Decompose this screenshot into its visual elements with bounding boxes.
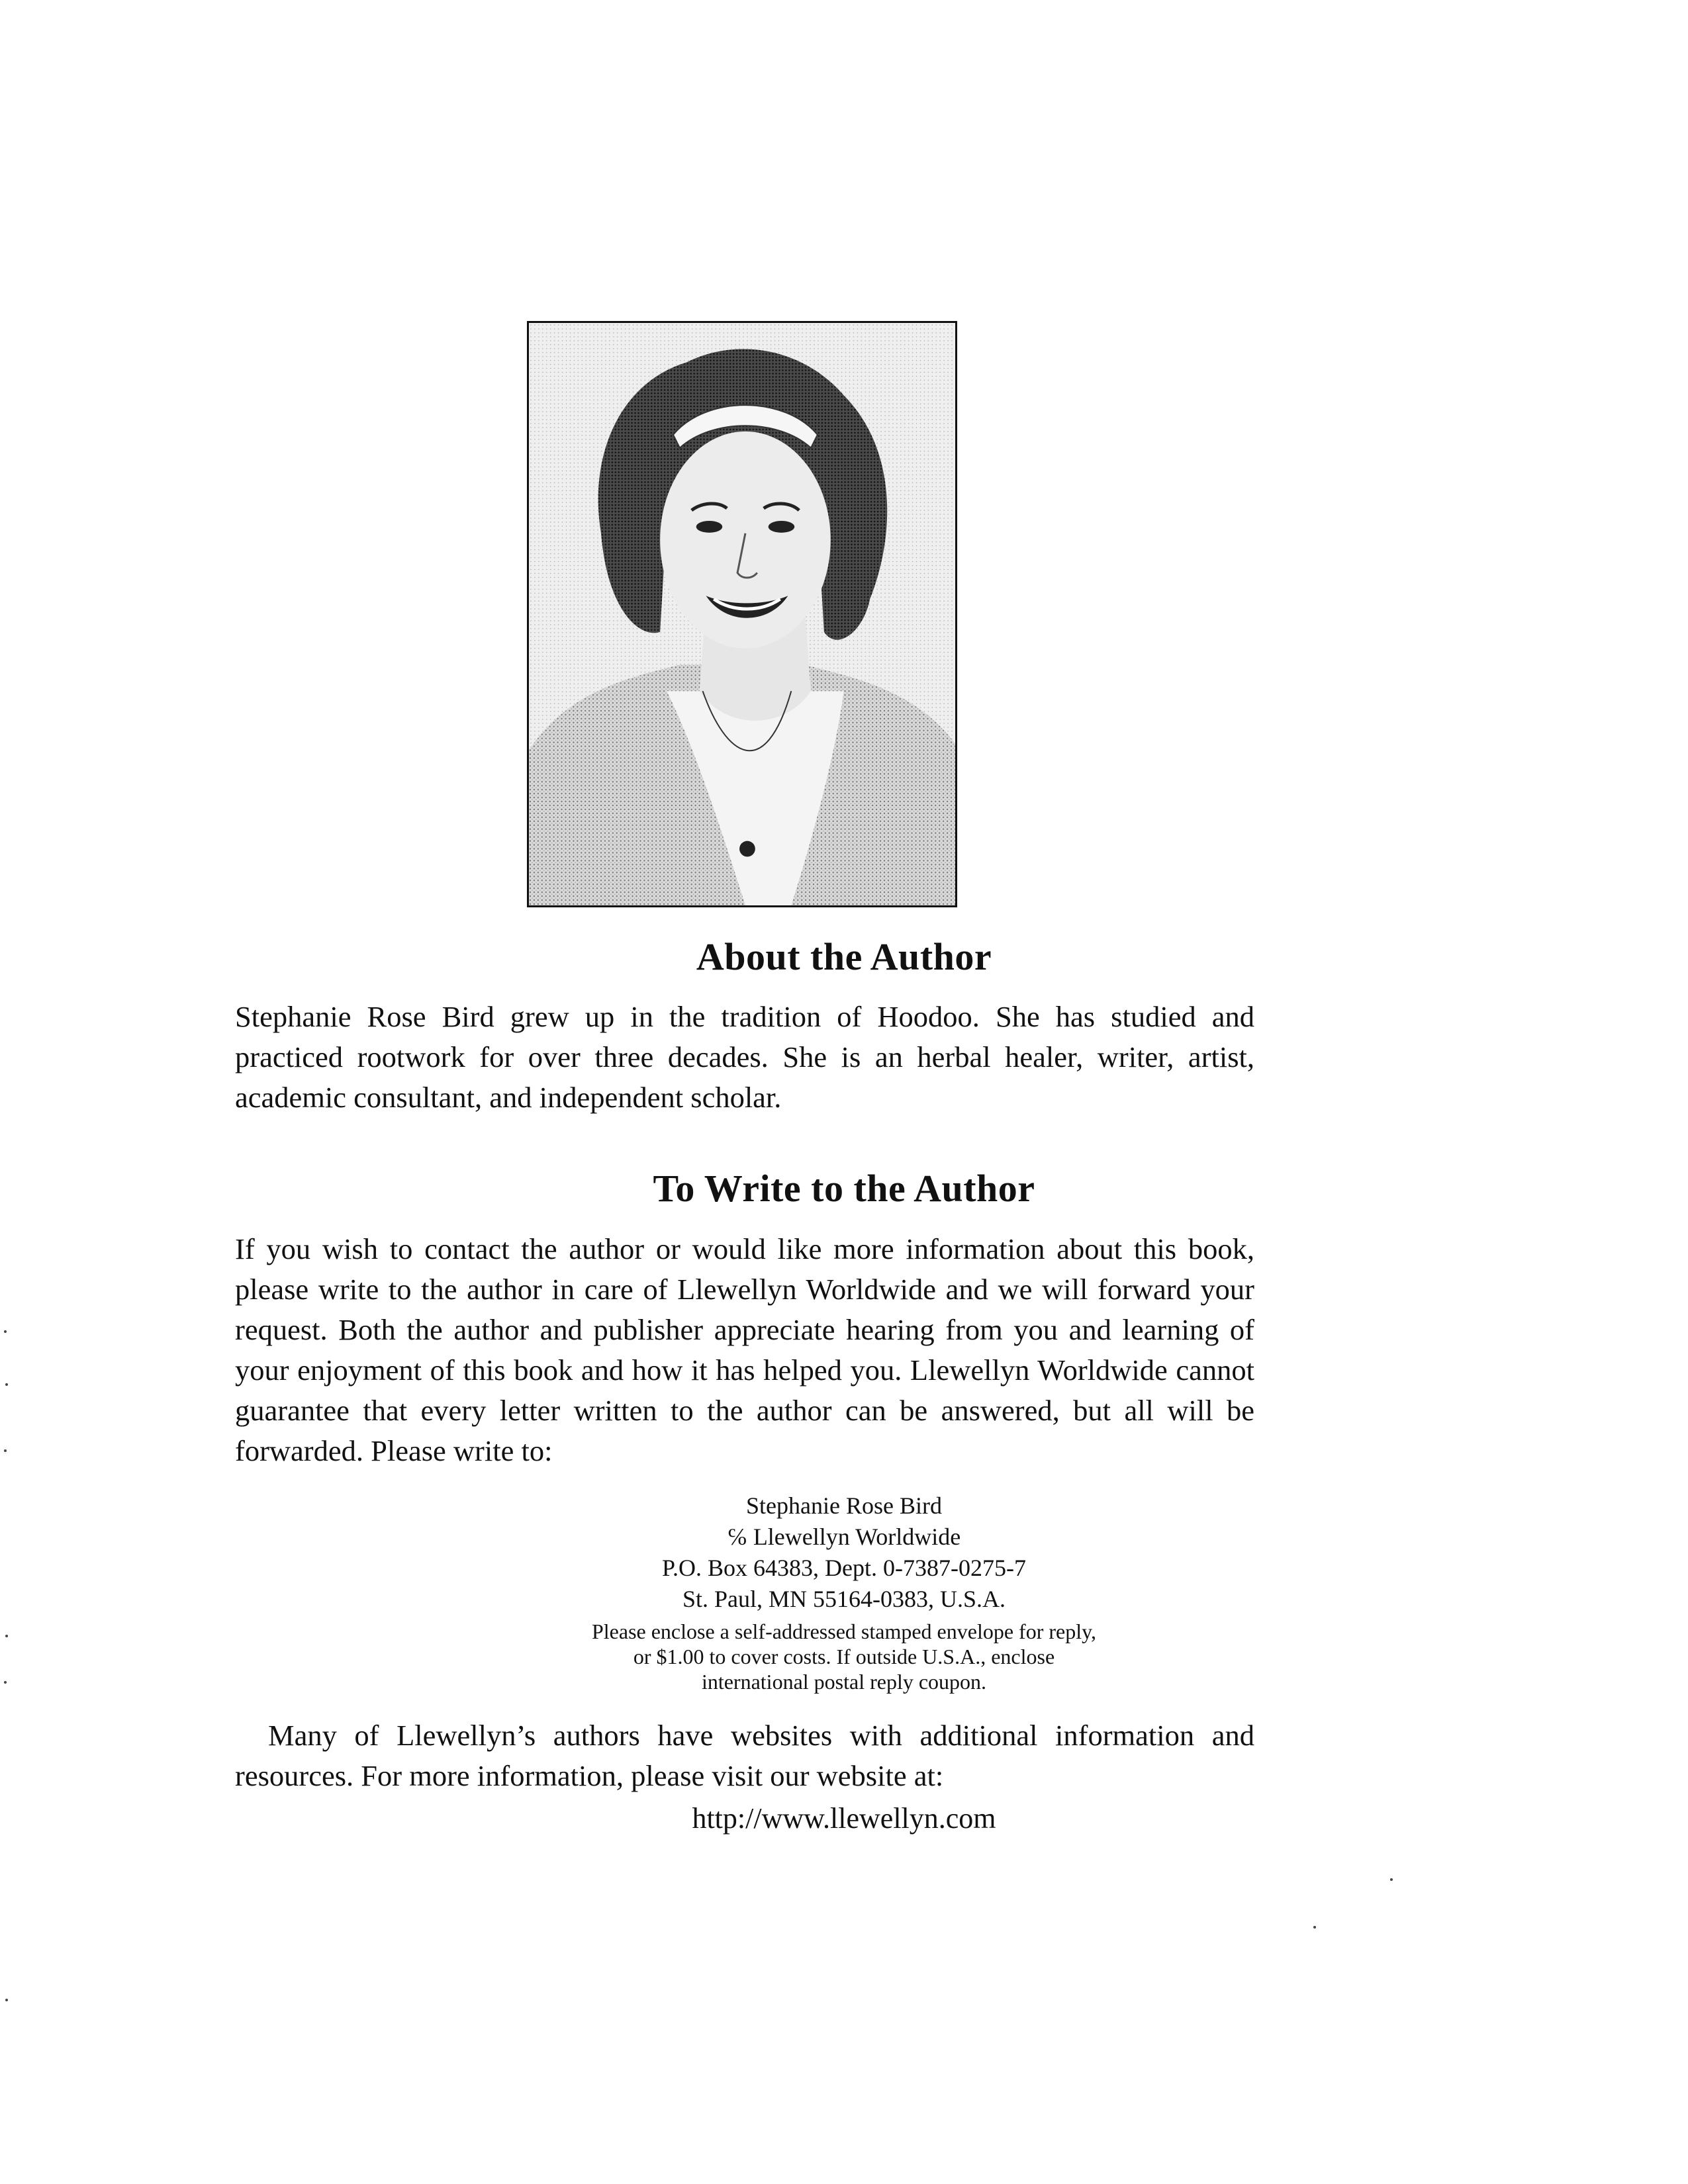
scan-speck <box>5 1635 8 1637</box>
scan-speck <box>1313 1926 1316 1929</box>
mailing-address <box>0 1490 1688 1615</box>
address-name: Stephanie Rose Bird <box>746 1492 942 1519</box>
scan-speck <box>4 1330 7 1333</box>
website-url: http://www.llewellyn.com <box>692 1802 996 1835</box>
author-portrait-image <box>529 323 955 905</box>
scan-speck <box>5 1999 8 2001</box>
write-author-text: If you wish to contact the author or would like more information about this book, please write to the author in care of Llewellyn Worldwide and we will forward your request. Both the author and publisher appreciate hearing from you and learning of your enjoyment of this book and how it has helped you. Llewellyn Worldwide cannot guarantee that every letter written to the author can be answered, but all will be forwarded. Please write to: <box>235 1232 1254 1467</box>
scan-speck <box>4 1449 7 1452</box>
scan-speck <box>4 1681 7 1684</box>
about-author-heading: About the Author <box>696 935 992 978</box>
write-author-heading: To Write to the Author <box>653 1167 1035 1210</box>
envelope-note <box>0 1619 1688 1694</box>
author-photo <box>527 321 957 907</box>
scan-speck <box>1390 1878 1393 1881</box>
websites-text: Many of Llewellyn’s authors have websites with additional information and resources. For more information, please visit our website at: <box>235 1719 1254 1792</box>
scan-speck <box>5 1383 8 1386</box>
about-author-text: Stephanie Rose Bird grew up in the tradition of Hoodoo. She has studied and practiced rootwork for over three decades. She is an herbal healer, writer, artist, academic consultant, and independent scholar. <box>235 1000 1254 1114</box>
note-line-2: or $1.00 to cover costs. If outside U.S.A., enclose <box>633 1645 1055 1668</box>
address-po-box: P.O. Box 64383, Dept. 0-7387-0275-7 <box>662 1555 1026 1581</box>
note-line-1: Please enclose a self-addressed stamped envelope for reply, <box>591 1619 1097 1643</box>
address-care-of: ℅ Llewellyn Worldwide <box>727 1524 961 1550</box>
address-city: St. Paul, MN 55164-0383, U.S.A. <box>682 1586 1006 1612</box>
note-line-3: international postal reply coupon. <box>701 1670 987 1694</box>
